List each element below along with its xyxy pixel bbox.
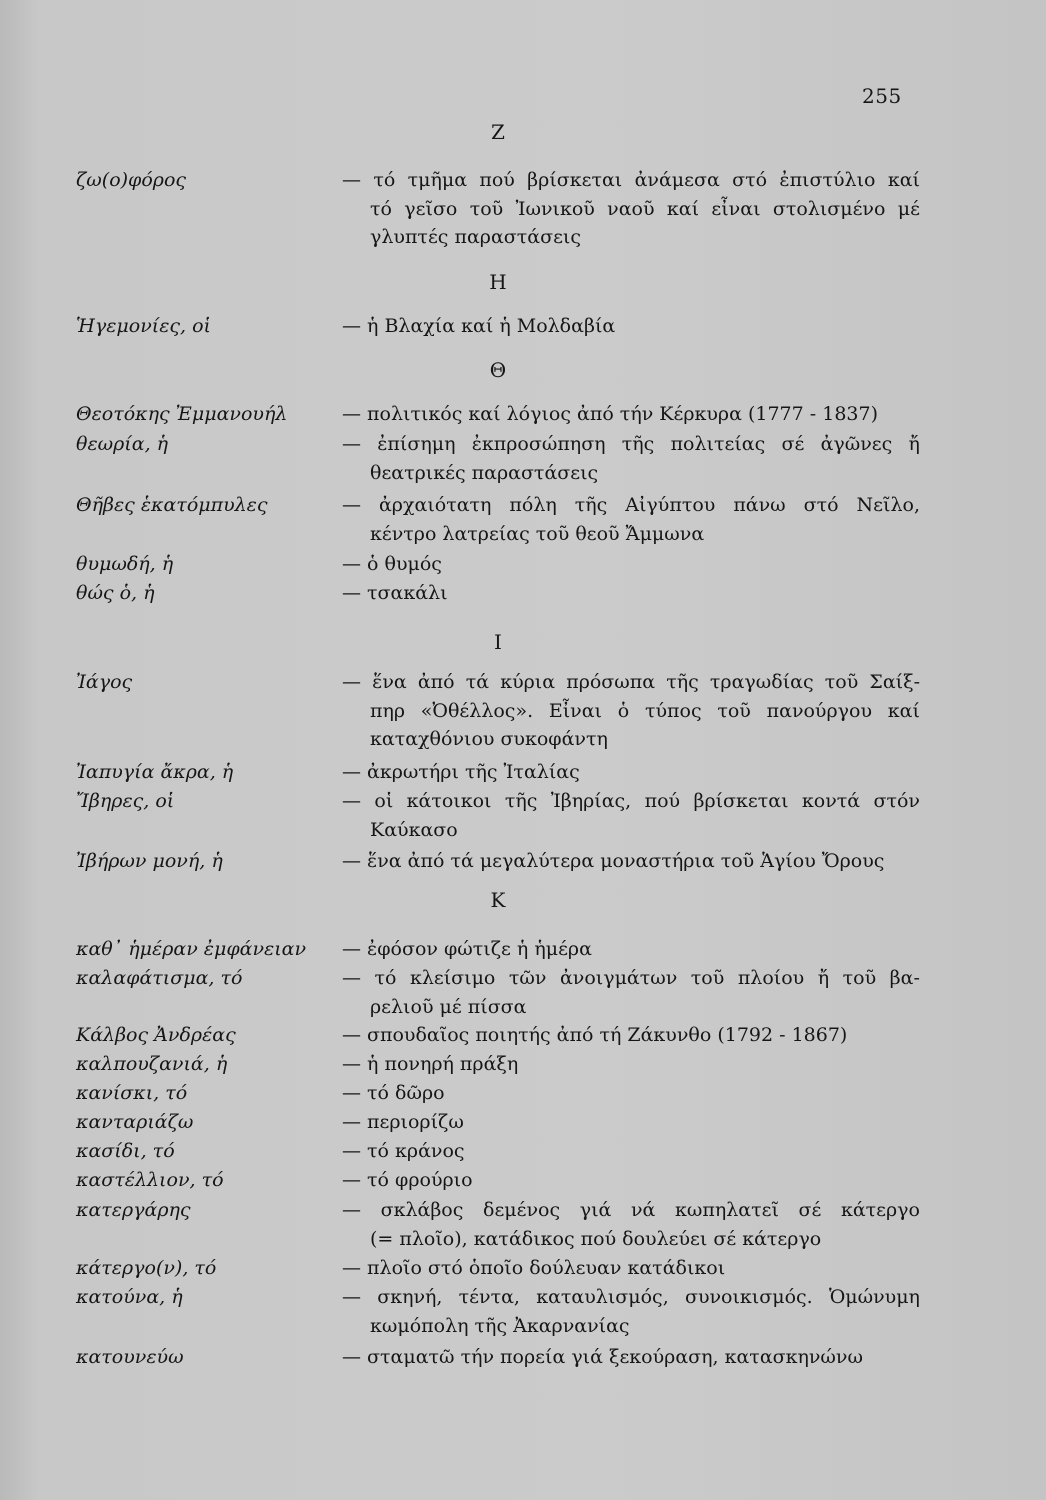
entry-definition [342, 964, 920, 1021]
entry-definition [342, 400, 920, 429]
definition-line: — τό φρούριο [342, 1169, 473, 1191]
definition-line: (= πλοῖο), κατάδικος πού δουλεύει σέ κάτεργο [370, 1227, 822, 1250]
entry-definition [342, 550, 920, 579]
definition-line: — σπουδαῖος ποιητής ἀπό τή Ζάκυνθο (1792 - 1867) [342, 1024, 848, 1046]
entry-definition [342, 758, 920, 787]
page-number: 255 [862, 84, 902, 108]
definition-line: — σκηνή, τέντα, καταυλισμός, συνοικισμός. Ὁμώνυμη [342, 1286, 920, 1308]
entry-definition [342, 579, 920, 608]
entry-definition [342, 787, 920, 844]
entry-definition [342, 1254, 920, 1283]
definition-line: — ὁ θυμός [342, 553, 442, 575]
entry-term: κάτεργο(ν), τό [76, 1257, 217, 1279]
definition-line: — περιορίζω [342, 1111, 464, 1133]
entry-term: κατεργάρης [76, 1199, 191, 1221]
definition-line: — σκλάβος δεμένος γιά νά κωπηλατεῖ σέ κάτεργο [342, 1199, 920, 1221]
definition-line: — τό κράνος [342, 1140, 465, 1162]
entry-term: κασίδι, τό [76, 1140, 175, 1162]
definition-line: — ἐφόσον φώτιζε ἡ ἡμέρα [342, 938, 592, 960]
definition-line: γλυπτές παραστάσεις [370, 226, 582, 248]
section-letter-theta: Θ [489, 358, 507, 382]
definition-line: θεατρικές παραστάσεις [370, 461, 599, 484]
definition-line: Καύκασο [370, 818, 458, 841]
definition-line: — τό δῶρο [342, 1082, 445, 1104]
entry-term: καθ᾽ ἡμέραν ἐμφάνειαν [76, 938, 307, 960]
entry-definition [342, 1166, 920, 1195]
definition-line: ρελιοῦ μέ πίσσα [370, 995, 527, 1018]
entry-definition [342, 430, 920, 487]
section-letter-zeta: Z [491, 120, 505, 144]
entry-term: Ἡγεμονίες, οἱ [76, 315, 211, 337]
entry-term: κανίσκι, τό [76, 1082, 188, 1104]
entry-term: θώς ὁ, ἡ [76, 582, 155, 604]
definition-line: πηρ «Ὀθέλλος». Εἶναι ὁ τύπος τοῦ πανούργου καί [370, 699, 920, 722]
entry-definition [342, 491, 920, 548]
entry-term: κατούνα, ἡ [76, 1286, 183, 1308]
definition-line: — ἕνα ἀπό τά μεγαλύτερα μοναστήρια τοῦ Ἁγίου Ὄρους [342, 850, 885, 872]
definition-line: — οἱ κάτοικοι τῆς Ἰβηρίας, πού βρίσκεται κοντά στόν [342, 790, 920, 812]
entry-term: Ἴβηρες, οἱ [76, 790, 175, 812]
definition-line: τό γεῖσο τοῦ Ἰωνικοῦ ναοῦ καί εἶναι στολισμένο μέ [370, 197, 920, 220]
entry-definition [342, 1343, 920, 1372]
definition-line: κέντρο λατρείας τοῦ θεοῦ Ἄμμωνα [370, 522, 705, 545]
definition-line: — ἀρχαιότατη πόλη τῆς Αἰγύπτου πάνω στό Νεῖλο, [342, 494, 920, 516]
entry-definition [342, 1196, 920, 1253]
entry-definition [342, 1108, 920, 1137]
entry-definition [342, 166, 920, 252]
entry-definition [342, 935, 920, 964]
entry-term: Ἰαπυγία ἄκρα, ἡ [76, 761, 234, 783]
definition-line: κωμόπολη τῆς Ἀκαρνανίας [370, 1314, 630, 1337]
entry-definition [342, 1079, 920, 1108]
definition-line: — τσακάλι [342, 582, 448, 604]
section-letter-eta: H [489, 270, 507, 294]
entry-term: καλπουζανιά, ἡ [76, 1053, 228, 1075]
definition-line: — πολιτικός καί λόγιος ἀπό τήν Κέρκυρα (1777 - 1837) [342, 403, 878, 425]
definition-line: καταχθόνιου συκοφάντη [370, 728, 608, 750]
entry-term: ζω(ο)φόρος [76, 169, 187, 191]
definition-line: — σταματῶ τήν πορεία γιά ξεκούραση, κατασκηνώνω [342, 1346, 863, 1368]
definition-line: — ἡ πονηρή πράξη [342, 1053, 519, 1075]
entry-definition [342, 1021, 920, 1050]
entry-definition [342, 847, 920, 876]
entry-definition [342, 312, 920, 341]
entry-term: θυμωδή, ἡ [76, 553, 174, 575]
entry-term: θεωρία, ἡ [76, 433, 169, 455]
definition-line: — τό τμῆμα πού βρίσκεται ἀνάμεσα στό ἐπιστύλιο καί [342, 169, 920, 191]
entry-term: Θεοτόκης Ἐμμανουήλ [76, 403, 288, 425]
definition-line: — ἐπίσημη ἐκπροσώπηση τῆς πολιτείας σέ ἀγῶνες ἤ [342, 433, 920, 455]
definition-line: — ἕνα ἀπό τά κύρια πρόσωπα τῆς τραγωδίας τοῦ Σαίξ- [342, 671, 920, 693]
definition-line: — ἀκρωτήρι τῆς Ἰταλίας [342, 761, 580, 783]
entry-definition [342, 668, 920, 754]
definition-line: — ἡ Βλαχία καί ἡ Μολδαβία [342, 315, 616, 337]
entry-definition [342, 1050, 920, 1079]
entry-definition [342, 1283, 920, 1340]
entry-term: κατουνεύω [76, 1346, 184, 1368]
entry-term: καστέλλιον, τό [76, 1169, 224, 1191]
entry-term: Ἰβήρων μονή, ἡ [76, 850, 223, 872]
entry-term: Ἰάγος [76, 671, 133, 693]
entry-term: Θῆβες ἑκατόμπυλες [76, 494, 268, 516]
section-letter-iota: I [494, 630, 502, 654]
definition-line: — τό κλείσιμο τῶν ἀνοιγμάτων τοῦ πλοίου ἤ τοῦ βα- [342, 967, 920, 989]
entry-term: κανταριάζω [76, 1111, 194, 1133]
section-letter-kappa: K [490, 888, 506, 912]
entry-term: καλαφάτισμα, τό [76, 967, 243, 989]
entry-term: Κάλβος Ἀνδρέας [76, 1024, 236, 1046]
entry-definition [342, 1137, 920, 1166]
definition-line: — πλοῖο στό ὁποῖο δούλευαν κατάδικοι [342, 1257, 726, 1279]
